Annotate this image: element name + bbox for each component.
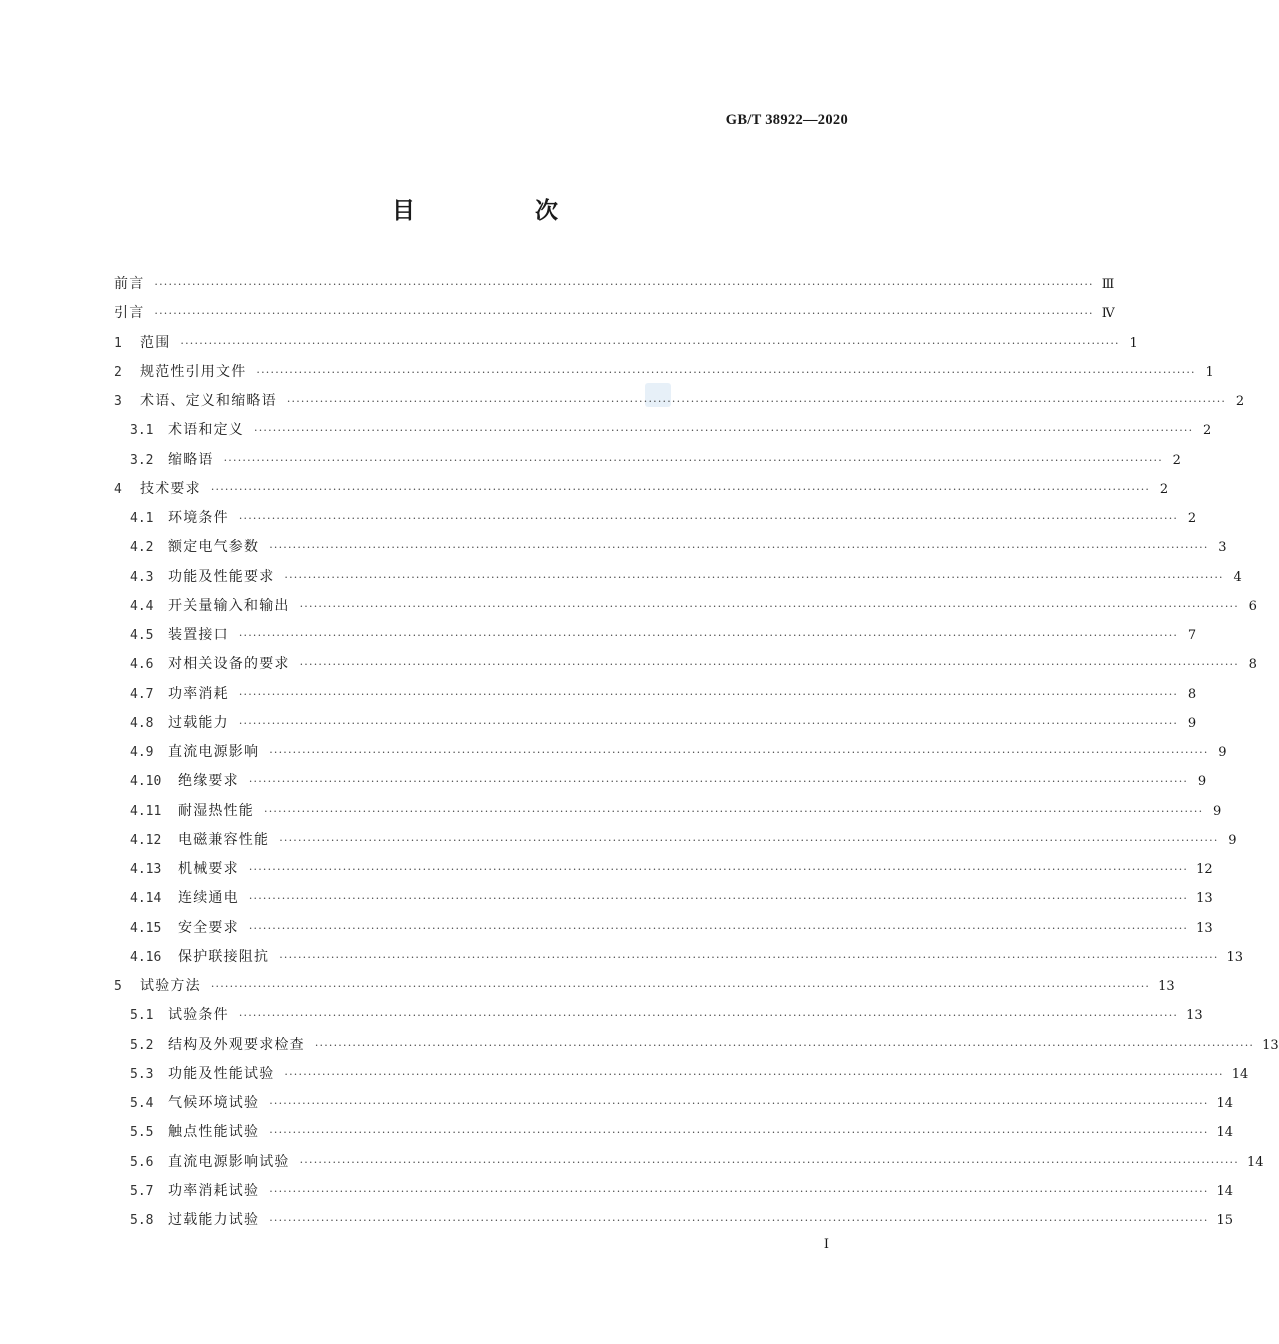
toc-entry-number: 4 — [114, 481, 122, 497]
toc-entry[interactable] — [114, 475, 1169, 504]
toc-entry-number: 5.7 — [130, 1183, 154, 1199]
toc-entry-label: 技术要求 — [140, 480, 201, 497]
toc-entry[interactable] — [114, 329, 1138, 358]
toc-entry[interactable] — [114, 797, 1222, 826]
toc-entry[interactable] — [114, 972, 1175, 1001]
standard-code: GB/T 38922—2020 — [725, 112, 848, 128]
toc-dot-leader: ········································································································································································································ — [223, 453, 1163, 467]
toc-entry-page: 13 — [1196, 891, 1213, 907]
toc-dot-leader: ········································································································································································································ — [279, 833, 1219, 847]
toc-entry-page: 2 — [1187, 511, 1197, 526]
toc-entry-label: 直流电源影响 — [168, 744, 260, 760]
toc-entry[interactable] — [114, 738, 1227, 767]
toc-dot-leader: ········································································································································································································ — [154, 278, 1094, 291]
toc-entry-page: Ⅳ — [1101, 306, 1115, 322]
toc-entry-number: 4.1 — [130, 511, 154, 526]
toc-dot-leader: ········································································································································································································ — [269, 1214, 1209, 1227]
toc-dot-leader: ········································································································································································································ — [238, 716, 1179, 730]
toc-entry-page: 14 — [1231, 1066, 1249, 1082]
toc-entry-page: 6 — [1248, 598, 1257, 614]
toc-entry-number: 4.3 — [130, 569, 154, 585]
toc-entry-page: 9 — [1228, 832, 1237, 848]
toc-dot-leader: ········································································································································································································ — [299, 1155, 1239, 1169]
toc-dot-leader: ········································································································································································································ — [210, 980, 1151, 993]
toc-entry-page: 9 — [1187, 715, 1197, 731]
toc-entry[interactable] — [114, 1031, 1279, 1060]
toc-entry-page: 8 — [1187, 686, 1197, 702]
toc-entry-page: 2 — [1203, 423, 1212, 439]
toc-dot-leader: ········································································································································································································ — [299, 658, 1239, 672]
toc-entry-number: 4.11 — [130, 803, 162, 819]
toc-entry-label: 额定电气参数 — [168, 539, 260, 556]
toc-entry-number: 4.7 — [130, 686, 154, 702]
page-number: I — [823, 1237, 829, 1252]
toc-entry[interactable] — [114, 914, 1213, 943]
toc-entry-label: 过载能力 — [168, 714, 229, 731]
toc-entry-label: 术语和定义 — [168, 422, 244, 439]
toc-entry[interactable] — [114, 387, 1245, 416]
toc-entry-label: 结构及外观要求检查 — [168, 1036, 305, 1053]
toc-entry[interactable] — [114, 884, 1213, 913]
toc-entry-page: 13 — [1196, 920, 1213, 936]
toc-entry-number: 1 — [114, 335, 122, 351]
toc-entry-number: 4.12 — [130, 832, 162, 848]
toc-entry[interactable] — [114, 504, 1197, 533]
toc-entry[interactable] — [114, 826, 1237, 855]
toc-entry-number: 4.9 — [130, 745, 154, 760]
toc-entry-label: 功率消耗试验 — [168, 1182, 260, 1199]
toc-entry-label: 开关量输入和输出 — [168, 597, 290, 614]
toc-entry-number: 4.8 — [130, 715, 154, 731]
toc-entry[interactable] — [114, 621, 1197, 650]
toc-entry[interactable] — [114, 416, 1212, 445]
toc-dot-leader: ········································································································································································································ — [248, 892, 1189, 906]
toc-entry-number: 3.2 — [130, 452, 154, 468]
toc-entry-number: 5.3 — [130, 1066, 154, 1082]
toc-entry-page: 7 — [1187, 628, 1197, 643]
toc-entry-page: 8 — [1248, 657, 1257, 673]
toc-entry-label: 直流电源影响试验 — [168, 1153, 290, 1170]
toc-entry-number: 5 — [114, 979, 122, 994]
toc-entry-label: 触点性能试验 — [168, 1124, 260, 1141]
toc-entry-number: 5.1 — [130, 1008, 154, 1024]
toc-entry-label: 试验条件 — [168, 1007, 229, 1024]
toc-dot-leader: ········································································································································································································ — [180, 336, 1120, 350]
toc-entry[interactable] — [114, 533, 1227, 562]
toc-entry-number: 4.6 — [130, 657, 154, 673]
toc-entry-label: 机械要求 — [178, 861, 239, 877]
toc-entry-page: 14 — [1216, 1125, 1234, 1141]
toc-entry-page: 13 — [1158, 979, 1175, 994]
toc-dot-leader: ········································································································································································································ — [264, 804, 1204, 818]
toc-entry-page: 9 — [1197, 774, 1207, 790]
toc-dot-leader: ········································································································································································································ — [284, 1067, 1224, 1081]
toc-entry-label: 缩略语 — [168, 451, 214, 468]
toc-entry-label: 前言 — [114, 276, 145, 292]
toc-entry-label: 功率消耗 — [168, 685, 229, 702]
toc-entry-number: 5.4 — [130, 1096, 154, 1111]
toc-dot-leader: ········································································································································································································ — [248, 775, 1189, 789]
toc-dot-leader: ········································································································································································································ — [314, 1038, 1255, 1052]
toc-entry[interactable] — [114, 680, 1197, 709]
toc-dot-leader: ········································································································································································································ — [248, 921, 1189, 935]
toc-entry-page: 13 — [1262, 1037, 1279, 1053]
toc-entry-number: 3.1 — [130, 423, 154, 439]
toc-entry[interactable] — [114, 358, 1214, 387]
toc-entry[interactable] — [114, 446, 1181, 475]
toc-dot-leader: ········································································································································································································ — [256, 365, 1196, 379]
toc-entry[interactable] — [114, 1148, 1264, 1177]
toc-entry[interactable] — [114, 709, 1197, 738]
toc-entry[interactable] — [114, 1206, 1234, 1235]
toc-entry-number: 4.14 — [130, 891, 162, 907]
toc-entry-page: 15 — [1216, 1213, 1234, 1228]
toc-entry[interactable] — [114, 1177, 1234, 1206]
toc-entry-number: 5.8 — [130, 1213, 154, 1228]
toc-entry[interactable] — [114, 592, 1257, 621]
toc-dot-leader: ········································································································································································································ — [238, 512, 1179, 525]
toc-entry-label: 术语、定义和缩略语 — [140, 393, 277, 409]
toc-entry-number: 3 — [114, 394, 122, 409]
toc-dot-leader: ········································································································································································································ — [284, 570, 1224, 584]
toc-dot-leader: ········································································································································································································ — [269, 1184, 1209, 1198]
toc-entry-page: 2 — [1159, 481, 1169, 497]
toc-dot-leader: ········································································································································································································ — [254, 424, 1194, 438]
toc-entry-number: 2 — [114, 364, 122, 380]
toc-entry-label: 装置接口 — [168, 627, 229, 643]
toc-entry-page: 9 — [1213, 803, 1222, 819]
toc-entry-label: 范围 — [140, 334, 171, 351]
toc-entry[interactable] — [114, 1089, 1234, 1118]
toc-entry-page: 14 — [1216, 1096, 1234, 1111]
toc-entry-number: 4.16 — [130, 949, 162, 965]
toc-entry-number: 4.4 — [130, 598, 154, 614]
toc-dot-leader: ········································································································································································································ — [269, 1126, 1209, 1140]
toc-entry-page: 3 — [1218, 540, 1227, 556]
toc-entry-label: 试验方法 — [140, 978, 201, 994]
toc-entry-label: 连续通电 — [178, 890, 239, 907]
toc-entry[interactable] — [114, 563, 1242, 592]
toc-dot-leader: ········································································································································································································ — [299, 599, 1239, 613]
toc-dot-leader: ········································································································································································································ — [286, 395, 1227, 408]
toc-entry-page: 4 — [1233, 569, 1242, 585]
toc-entry-label: 安全要求 — [178, 919, 239, 936]
toc-entry-label: 环境条件 — [168, 510, 229, 526]
toc-entry-label: 气候环境试验 — [168, 1095, 260, 1111]
toc-entry-page: 13 — [1226, 949, 1244, 965]
toc-entry-label: 功能及性能试验 — [168, 1065, 275, 1082]
toc-dot-leader: ········································································································································································································ — [269, 1097, 1209, 1110]
toc-entry-page: 1 — [1129, 335, 1138, 351]
toc-entry-page: Ⅲ — [1101, 277, 1115, 292]
toc-entry-page: 13 — [1186, 1008, 1203, 1024]
toc-entry-label: 耐湿热性能 — [178, 802, 254, 819]
toc-entry[interactable] — [114, 650, 1257, 679]
toc-entry-number: 4.5 — [130, 628, 154, 643]
toc-entry-page: 2 — [1235, 394, 1245, 409]
toc-entry-page: 14 — [1216, 1183, 1234, 1199]
toc-dot-leader: ········································································································································································································ — [279, 950, 1219, 964]
toc-dot-leader: ········································································································································································································ — [248, 863, 1189, 876]
toc-entry-number: 5.2 — [130, 1037, 154, 1053]
toc-entry-page: 2 — [1172, 452, 1181, 468]
toc-entry-label: 对相关设备的要求 — [168, 656, 290, 673]
toc-entry-page: 9 — [1218, 745, 1227, 760]
toc-entry[interactable] — [114, 1060, 1249, 1089]
toc-entry-label: 保护联接阻抗 — [178, 948, 270, 965]
toc-dot-leader: ········································································································································································································ — [269, 541, 1209, 555]
toc-entry-number: 4.2 — [130, 540, 154, 556]
toc-entry[interactable] — [114, 943, 1244, 972]
toc-entry-label: 引言 — [114, 305, 145, 322]
toc-entry-page: 14 — [1246, 1154, 1264, 1170]
toc-dot-leader: ········································································································································································································ — [238, 629, 1179, 642]
toc-entry[interactable] — [114, 270, 1115, 299]
toc-entry-number: 4.13 — [130, 862, 162, 877]
toc-entry-number: 5.6 — [130, 1154, 154, 1170]
toc-entry-number: 5.5 — [130, 1125, 154, 1141]
toc-entry-label: 功能及性能要求 — [168, 568, 275, 585]
page-title: 目 次 — [391, 197, 614, 224]
toc-entry-page: 1 — [1205, 364, 1214, 380]
toc-dot-leader: ········································································································································································································ — [210, 482, 1151, 496]
toc-entry[interactable] — [114, 767, 1207, 796]
toc-entry[interactable] — [114, 855, 1213, 884]
toc-dot-leader: ········································································································································································································ — [238, 687, 1179, 701]
toc-entry-page: 12 — [1196, 862, 1213, 877]
toc-entry-label: 电磁兼容性能 — [178, 831, 270, 848]
toc-entry[interactable] — [114, 1001, 1203, 1030]
toc-entry-number: 4.10 — [130, 774, 162, 790]
toc-entry-label: 规范性引用文件 — [140, 363, 247, 380]
toc-dot-leader: ········································································································································································································ — [238, 1009, 1179, 1023]
toc-dot-leader: ········································································································································································································ — [269, 746, 1209, 759]
toc-entry-label: 绝缘要求 — [178, 773, 239, 790]
toc-entry-number: 4.15 — [130, 920, 162, 936]
toc-entry-label: 过载能力试验 — [168, 1212, 260, 1228]
toc-entry[interactable] — [114, 1118, 1234, 1147]
toc-entry[interactable] — [114, 299, 1115, 328]
table-of-contents — [114, 270, 1279, 1235]
toc-dot-leader: ········································································································································································································ — [154, 307, 1094, 321]
